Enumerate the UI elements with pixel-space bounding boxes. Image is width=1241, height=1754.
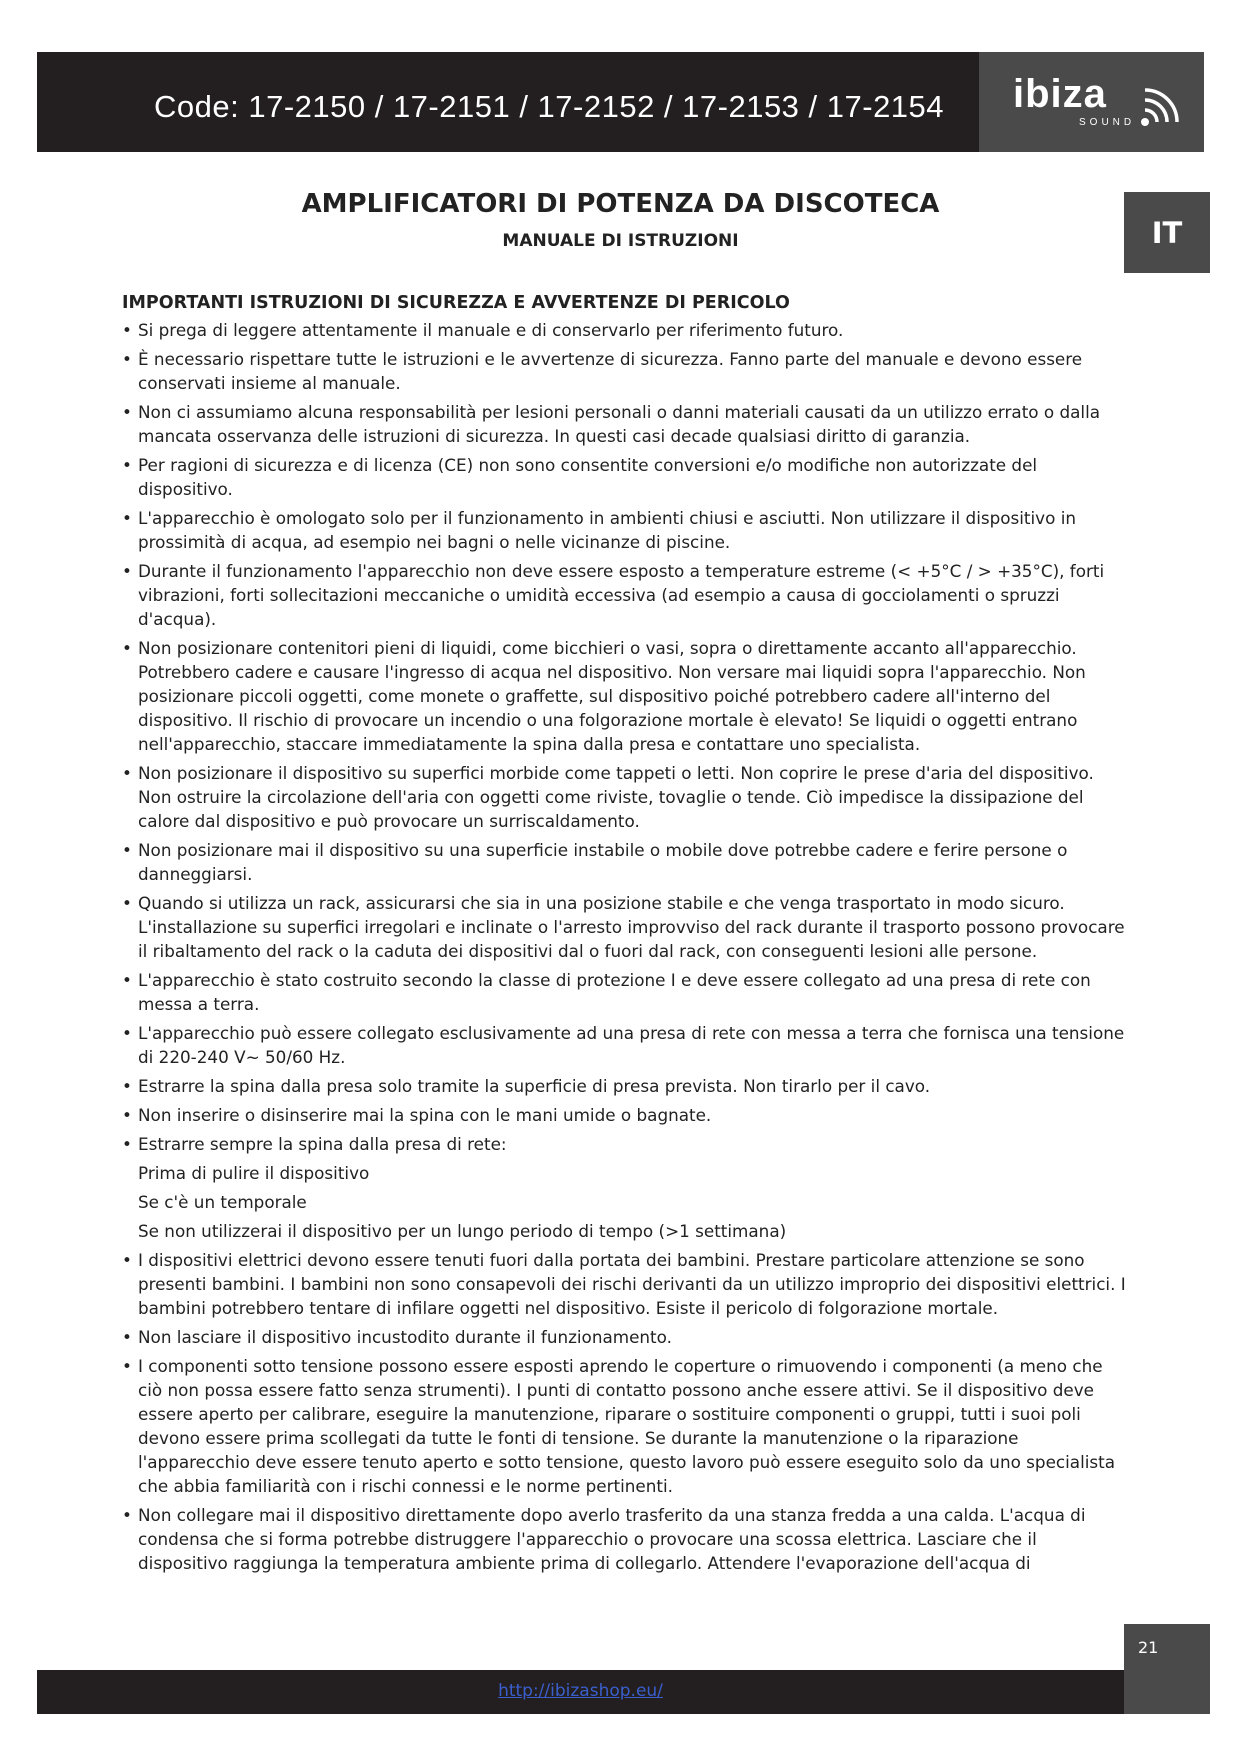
bullet-item: • Non posizionare contenitori pieni di liquidi, come bicchieri o vasi, sopra o direttamente accanto all'apparecchio. Potrebbero cadere e causare l'ingresso di acqua nel dispositivo. Non versare mai liquidi sopra l'apparecchio. Non posizionare piccoli oggetti, come monete o graffette, sul dispositivo poiché potrebbero cadere all'interno del dispositivo. Il rischio di provocare un incendio o una folgorazione mortale è elevato! Se liquidi o oggetti entrano nell'apparecchio, staccare immediatamente la spina dalla presa e contattare uno specialista. <box>122 636 1127 756</box>
sub-item: Se non utilizzerai il dispositivo per un lungo periodo di tempo (>1 settimana) <box>138 1221 787 1241</box>
bullet-item: • Non posizionare il dispositivo su superfici morbide come tappeti o letti. Non coprire le prese d'aria del dispositivo. Non ostruire la circolazione dell'aria con oggetti come riviste, tovaglie o tende. Ciò impedisce la dissipazione del calore dal dispositivo e può provocare un surriscaldamento. <box>122 761 1127 833</box>
bullet-item: • L'apparecchio è omologato solo per il funzionamento in ambienti chiusi e asciutti. Non utilizzare il dispositivo in prossimità di acqua, ad esempio nei bagni o nelle vicinanze di piscine. <box>122 506 1127 554</box>
bullet-item: • Per ragioni di sicurezza e di licenza (CE) non sono consentite conversioni e/o modifiche non autorizzate del dispositivo. <box>122 453 1127 501</box>
footer-link[interactable]: http://ibizashop.eu/ <box>498 1681 663 1701</box>
bullet-item: • L'apparecchio è stato costruito secondo la classe di protezione I e deve essere collegato ad una presa di rete con messa a terra. <box>122 968 1127 1016</box>
bullet-item: • Estrarre sempre la spina dalla presa di rete: <box>122 1132 1127 1156</box>
bullet-item: • Non lasciare il dispositivo incustodito durante il funzionamento. <box>122 1325 1127 1349</box>
page-number-tab <box>1124 1624 1210 1714</box>
document-subtitle: MANUALE DI ISTRUZIONI <box>502 231 739 251</box>
header-bar <box>37 52 1204 152</box>
safety-instructions-list <box>122 318 1127 1580</box>
bullet-item: • L'apparecchio può essere collegato esclusivamente ad una presa di rete con messa a terra che fornisca una tensione di 220-240 V~ 50/60 Hz. <box>122 1021 1127 1069</box>
bullet-item: • Non ci assumiamo alcuna responsabilità per lesioni personali o danni materiali causati da un utilizzo errato o dalla mancata osservanza delle istruzioni di sicurezza. In questi casi decade qualsiasi diritto di garanzia. <box>122 400 1127 448</box>
bullet-item: • I dispositivi elettrici devono essere tenuti fuori dalla portata dei bambini. Prestare particolare attenzione se sono presenti bambini. I bambini non sono consapevoli dei rischi derivanti da un utilizzo improprio dei dispositivi elettrici. I bambini potrebbero tentare di infilare oggetti nel dispositivo. Esiste il pericolo di folgorazione mortale. <box>122 1248 1127 1320</box>
bullet-item: • Si prega di leggere attentamente il manuale e di conservarlo per riferimento futuro. <box>122 318 1127 342</box>
footer-bar <box>37 1670 1124 1714</box>
product-code: Code: 17-2150 / 17-2151 / 17-2152 / 17-2153 / 17-2154 <box>154 89 945 124</box>
bullet-item: • I componenti sotto tensione possono essere esposti aprendo le coperture o rimuovendo i componenti (a meno che ciò non possa essere fatto senza strumenti). I punti di contatto possono anche essere attivi. Se il dispositivo deve essere aperto per calibrare, eseguire la manutenzione, riparare o sostituire componenti o gruppi, tutti i suoi poli devono essere prima scollegati da tutte le fonti di tensione. Se durante la manutenzione o la riparazione l'apparecchio deve essere tenuto aperto e sotto tensione, questo lavoro può essere eseguito solo da uno specialista che abbia familiarità con i rischi connessi e le norme pertinenti. <box>122 1354 1127 1498</box>
sub-item: Se c'è un temporale <box>138 1192 307 1212</box>
bullet-item: • È necessario rispettare tutte le istruzioni e le avvertenze di sicurezza. Fanno parte del manuale e devono essere conservati insieme al manuale. <box>122 347 1127 395</box>
logo-text: ibiza <box>1013 72 1107 116</box>
section-heading: IMPORTANTI ISTRUZIONI DI SICUREZZA E AVVERTENZE DI PERICOLO <box>122 293 790 313</box>
document-title: AMPLIFICATORI DI POTENZA DA DISCOTECA <box>301 189 940 219</box>
bullet-item: • Quando si utilizza un rack, assicurarsi che sia in una posizione stabile e che venga trasportato in modo sicuro. L'installazione su superfici irregolari e inclinate o l'arresto improvviso del rack durante il trasporto possono provocare il ribaltamento del rack o la caduta dei dispositivi dal o fuori dal rack, con conseguenti lesioni alle persone. <box>122 891 1127 963</box>
bullet-item: • Non collegare mai il dispositivo direttamente dopo averlo trasferito da una stanza fredda a una calda. L'acqua di condensa che si forma potrebbe distruggere l'apparecchio o provocare una scossa elettrica. Lasciare che il dispositivo raggiunga la temperatura ambiente prima di collegarlo. Attendere l'evaporazione dell'acqua di <box>122 1503 1127 1575</box>
bullet-item: • Durante il funzionamento l'apparecchio non deve essere esposto a temperature estreme (< +5°C / > +35°C), forti vibrazioni, forti sollecitazioni meccaniche o umidità eccessiva (ad esempio a causa di gocciolamenti o spruzzi d'acqua). <box>122 559 1127 631</box>
language-tab: IT <box>1124 192 1210 273</box>
bullet-item: • Non inserire o disinserire mai la spina con le mani umide o bagnate. <box>122 1103 1127 1127</box>
sub-item: Prima di pulire il dispositivo <box>138 1163 370 1183</box>
bullet-item: • Estrarre la spina dalla presa solo tramite la superficie di presa prevista. Non tirarlo per il cavo. <box>122 1074 1127 1098</box>
brand-logo <box>979 52 1204 152</box>
bullet-item: • Non posizionare mai il dispositivo su una superficie instabile o mobile dove potrebbe cadere e ferire persone o danneggiarsi. <box>122 838 1127 886</box>
logo-subtext: SOUND <box>1079 117 1136 128</box>
sound-waves-icon <box>1139 88 1183 128</box>
page-number: 21 <box>1138 1638 1159 1657</box>
